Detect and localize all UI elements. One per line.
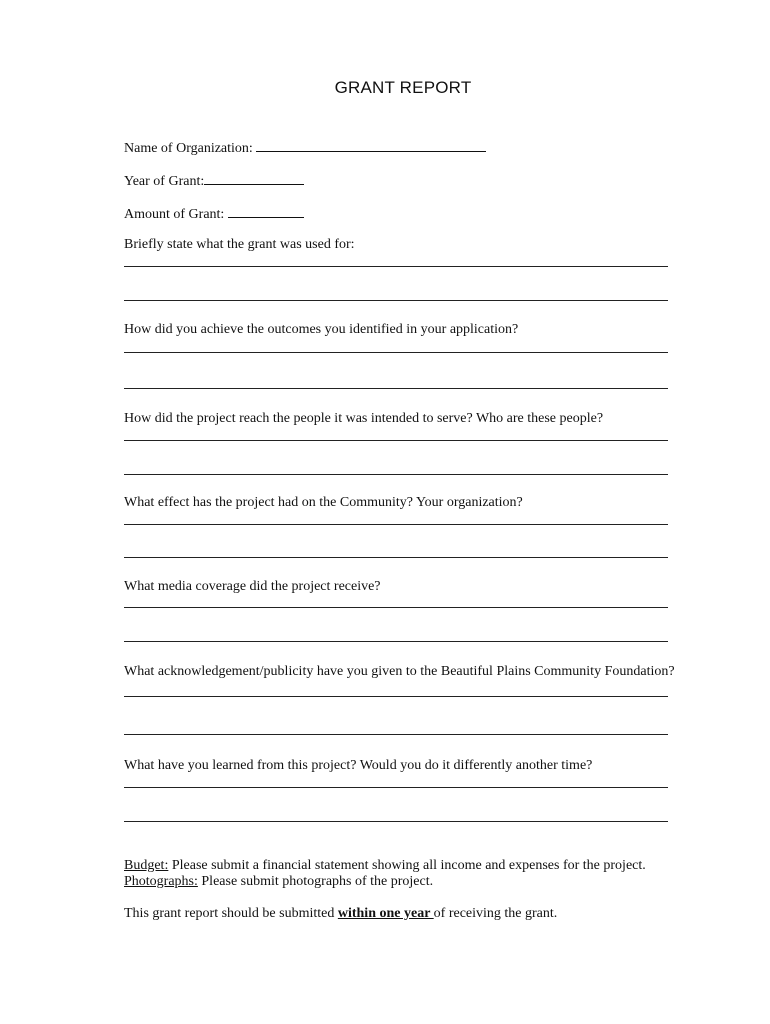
amount-field [124,204,304,223]
budget-label: Budget: [124,858,169,873]
question-outcomes: How did you achieve the outcomes you identified in your application? [124,322,519,337]
question-acknowledgement: What acknowledgement/publicity have you given to the Beautiful Plains Community Foundation? [124,664,675,679]
year-field [124,171,304,190]
organization-blank[interactable] [256,138,486,152]
answer-line[interactable] [124,734,668,735]
organization-label: Name of Organization: [124,141,253,156]
organization-field [124,138,486,157]
answer-line[interactable] [124,641,668,642]
answer-line[interactable] [124,557,668,558]
photographs-text: Please submit photographs of the project. [197,874,434,889]
question-media: What media coverage did the project receive? [124,579,381,594]
deadline-prefix: This grant report should be submitted [124,906,338,921]
year-blank[interactable] [204,171,304,185]
budget-text: Please submit a financial statement showing all income and expenses for the project. [168,858,646,873]
answer-line[interactable] [124,524,668,525]
answer-line[interactable] [124,266,668,267]
answer-line[interactable] [124,388,668,389]
year-label: Year of Grant: [124,174,205,189]
question-grant-use: Briefly state what the grant was used for: [124,237,355,252]
answer-line[interactable] [124,300,668,301]
question-learned: What have you learned from this project? Would you do it differently another time? [124,758,593,773]
amount-label: Amount of Grant: [124,207,225,222]
page-title: GRANT REPORT [334,78,472,97]
answer-line[interactable] [124,787,668,788]
deadline-note [124,906,557,922]
photographs-label: Photographs: [124,874,198,889]
answer-line[interactable] [124,474,668,475]
deadline-suffix: of receiving the grant. [433,906,558,921]
question-effect: What effect has the project had on the Community? Your organization? [124,495,523,510]
deadline-emphasis: within one year [337,906,434,921]
answer-line[interactable] [124,696,668,697]
answer-line[interactable] [124,821,668,822]
question-reach: How did the project reach the people it was intended to serve? Who are these people? [124,411,604,426]
answer-line[interactable] [124,352,668,353]
answer-line[interactable] [124,607,668,608]
answer-line[interactable] [124,440,668,441]
photographs-instruction [124,874,433,890]
budget-instruction [124,858,646,874]
amount-blank[interactable] [228,204,304,218]
